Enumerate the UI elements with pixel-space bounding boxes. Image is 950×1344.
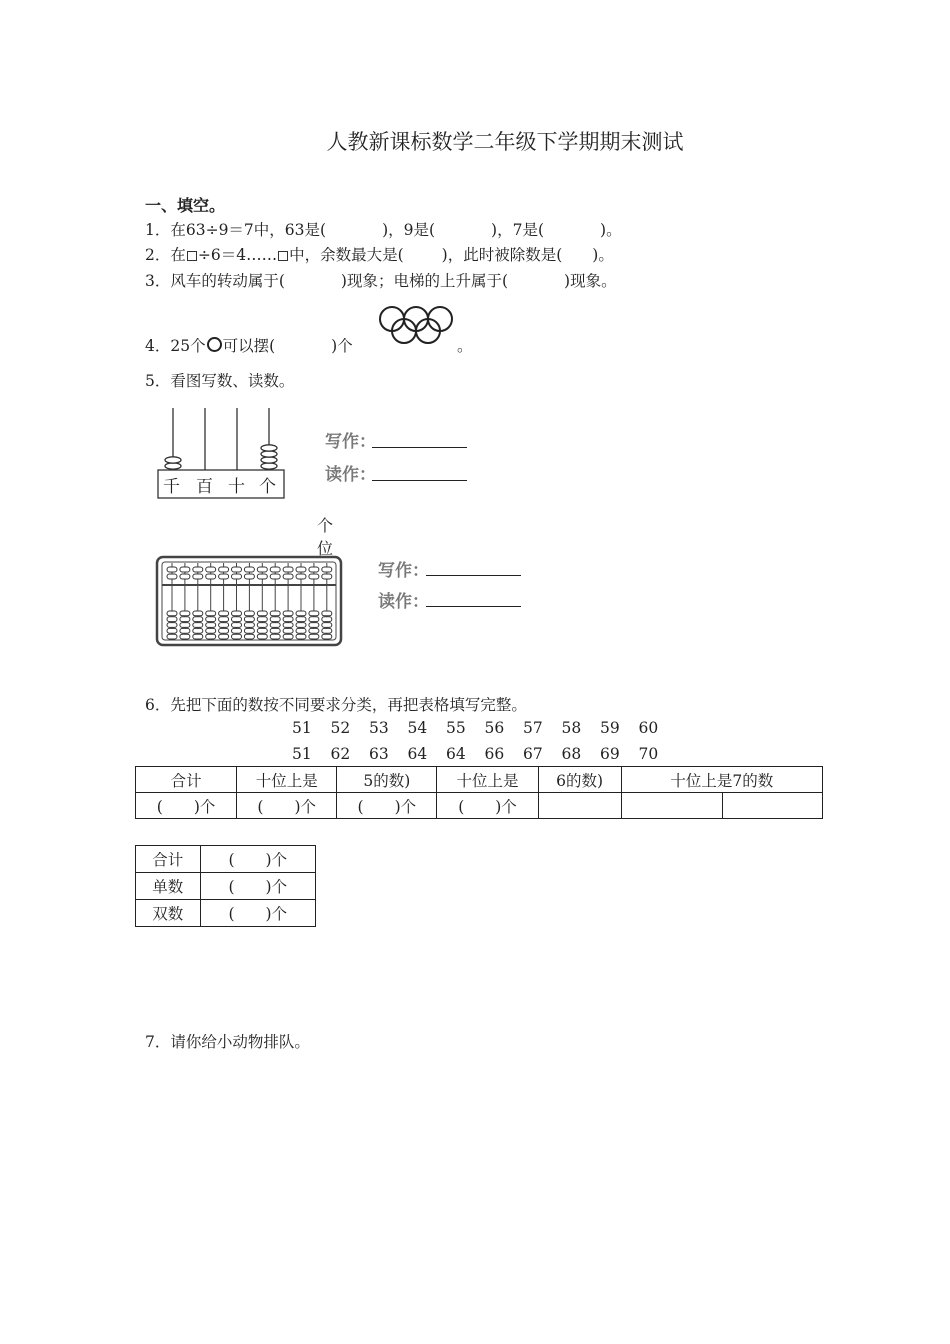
number-item: 70 (638, 745, 659, 763)
abacus-bead (193, 617, 203, 622)
q4-text-b: 可以摆( (222, 337, 276, 355)
abacus-bead (244, 574, 254, 579)
abacus-bead (206, 611, 216, 616)
number-item: 55 (446, 719, 466, 737)
table-header-cell: 十位上是 (437, 767, 538, 793)
number-item: 56 (484, 719, 505, 737)
abacus-bead (270, 574, 280, 579)
abacus-bead (257, 623, 267, 628)
answer-cell[interactable]: ( )个 (237, 793, 337, 819)
q4-period: 。 (457, 337, 473, 355)
table-header-cell: 6的数) (538, 767, 621, 793)
abacus-bead (296, 617, 306, 622)
abacus-bead (219, 567, 229, 572)
abacus-bead (296, 567, 306, 572)
q3-text-a: 3．风车的转动属于( (145, 272, 285, 290)
abacus-bead (180, 574, 190, 579)
number-item: 53 (369, 719, 389, 737)
row-label: 双数 (136, 900, 201, 927)
abacus-bead (206, 634, 216, 639)
abacus-bead (193, 574, 203, 579)
abacus-bead (167, 574, 177, 579)
answer-cell[interactable] (722, 793, 822, 819)
abacus-bead (296, 628, 306, 633)
abacus-bead (309, 634, 319, 639)
abacus1-read-line[interactable] (372, 480, 467, 481)
abacus-bead (244, 623, 254, 628)
abacus-bead (193, 611, 203, 616)
q2-text-a: 2．在 (145, 246, 186, 264)
abacus-bead (193, 567, 203, 572)
abacus-bead (270, 617, 280, 622)
abacus-bead (206, 567, 216, 572)
abacus-bead (180, 617, 190, 622)
number-item: 54 (407, 719, 428, 737)
q3-text-c: )现象。 (564, 272, 617, 290)
table-row (136, 873, 316, 900)
place-label-qian: 千 (163, 477, 180, 497)
ring-icon (207, 337, 222, 352)
abacus-bead (167, 617, 177, 622)
answer-cell[interactable]: ( )个 (136, 793, 237, 819)
abacus1-write-label: 写作： (325, 432, 376, 452)
question-1 (145, 218, 622, 240)
abacus-bead (232, 628, 242, 633)
q1-text-a: 1．在63÷9＝7中，63是( (145, 221, 327, 239)
abacus-bead (283, 574, 293, 579)
abacus-bead (309, 623, 319, 628)
number-item: 64 (407, 745, 428, 763)
number-item: 51 (292, 745, 312, 763)
number-item: 59 (600, 719, 620, 737)
page-title: 人教新课标数学二年级下学期期末测试 (326, 130, 684, 154)
q2-text-c: 中，余数最大是( (289, 246, 404, 264)
abacus-bead (257, 574, 267, 579)
abacus-bead (296, 611, 306, 616)
question-3 (145, 269, 617, 291)
abacus-bead (322, 617, 332, 622)
abacus-bead (180, 611, 190, 616)
abacus-bead (309, 567, 319, 572)
number-item: 67 (523, 745, 543, 763)
abacus-bead (283, 567, 293, 572)
number-item: 68 (561, 745, 582, 763)
abacus-bead (167, 623, 177, 628)
question-4 (145, 334, 353, 356)
abacus-bead (206, 623, 216, 628)
q2-text-e: )。 (592, 246, 614, 264)
answer-cell[interactable]: ( )个 (437, 793, 538, 819)
place-label-bai: 百 (196, 477, 213, 497)
abacus-bead (232, 574, 242, 579)
answer-cell[interactable]: ( )个 (200, 873, 315, 900)
q4-text-a: 4．25个 (145, 337, 206, 355)
abacus2-write-label: 写作： (378, 561, 429, 581)
number-item: 57 (523, 719, 543, 737)
odd-even-table (135, 845, 316, 927)
abacus-bead (232, 567, 242, 572)
abacus-bead (309, 574, 319, 579)
number-item: 64 (446, 745, 466, 763)
table-header-cell: 5的数) (337, 767, 437, 793)
abacus-bead (296, 623, 306, 628)
box-icon (278, 251, 288, 261)
answer-cell[interactable]: ( )个 (200, 846, 315, 873)
abacus-bead (322, 623, 332, 628)
abacus-bead (244, 611, 254, 616)
table-header-cell: 十位上是7的数 (621, 767, 822, 793)
number-item: 60 (638, 719, 659, 737)
abacus-bead (270, 634, 280, 639)
abacus2-read-label: 读作： (378, 592, 429, 612)
classification-table (135, 766, 823, 819)
abacus-bead (244, 567, 254, 572)
table-header-row (136, 767, 823, 793)
box-icon (187, 251, 197, 261)
olympic-rings-icon (375, 304, 457, 346)
answer-cell[interactable]: ( )个 (337, 793, 437, 819)
abacus-bead (309, 617, 319, 622)
number-item: 66 (484, 745, 505, 763)
abacus-bead (270, 628, 280, 633)
number-item: 52 (330, 719, 351, 737)
abacus-bead (270, 567, 280, 572)
abacus-bead (257, 617, 267, 622)
abacus-bead (283, 611, 293, 616)
q2-text-d: )，此时被除数是( (441, 246, 563, 264)
abacus2-read-line[interactable] (426, 606, 521, 607)
abacus-bead (283, 617, 293, 622)
row-label: 单数 (136, 873, 201, 900)
abacus-bead (167, 628, 177, 633)
ones-place-label-bottom: 位 (317, 539, 334, 558)
abacus-bead (283, 623, 293, 628)
answer-cell[interactable] (621, 793, 722, 819)
number-item: 62 (330, 745, 351, 763)
question-6: 6．先把下面的数按不同要求分类，再把表格填写完整。 (145, 696, 527, 714)
abacus-bead (180, 623, 190, 628)
place-label-ge: 个 (259, 477, 276, 497)
suanpan-abacus-diagram (155, 555, 345, 649)
abacus-bead (206, 628, 216, 633)
abacus-bead (206, 574, 216, 579)
number-item: 69 (600, 745, 620, 763)
abacus-bead (219, 611, 229, 616)
abacus-bead (322, 574, 332, 579)
abacus-bead (309, 611, 319, 616)
answer-cell[interactable] (538, 793, 621, 819)
table-row (136, 900, 316, 927)
abacus-bead (167, 567, 177, 572)
table-row (136, 793, 823, 819)
abacus-bead (296, 634, 306, 639)
question-5: 5．看图写数、读数。 (145, 372, 295, 390)
abacus-bead (296, 574, 306, 579)
table-header-cell: 合计 (136, 767, 237, 793)
table-header-cell: 十位上是 (237, 767, 337, 793)
q1-text-d: )。 (600, 221, 622, 239)
abacus-bead (232, 617, 242, 622)
q4-text-c: )个 (331, 337, 353, 355)
abacus-bead (219, 634, 229, 639)
abacus-bead (219, 623, 229, 628)
number-item: 58 (561, 719, 582, 737)
section-heading-fill-blank: 一、填空。 (145, 196, 226, 215)
abacus-bead (167, 611, 177, 616)
answer-cell[interactable]: ( )个 (200, 900, 315, 927)
abacus-bead (283, 634, 293, 639)
abacus-bead (219, 628, 229, 633)
ones-place-label-top: 个 (317, 516, 334, 535)
number-item: 51 (292, 719, 312, 737)
abacus-bead (180, 634, 190, 639)
q2-text-b: ÷6＝4…… (197, 246, 278, 264)
abacus2-write-line[interactable] (426, 575, 521, 576)
place-label-shi: 十 (228, 477, 245, 497)
abacus-bead (322, 628, 332, 633)
abacus-bead (180, 567, 190, 572)
number-item: 63 (369, 745, 389, 763)
abacus-bead (322, 611, 332, 616)
abacus-bead (167, 634, 177, 639)
question-2 (145, 243, 614, 265)
abacus-bead (206, 617, 216, 622)
abacus-bead (257, 634, 267, 639)
abacus1-write-line[interactable] (372, 447, 467, 448)
abacus-bead (193, 623, 203, 628)
q1-text-b: )，9是( (382, 221, 436, 239)
q1-text-c: )，7是( (491, 221, 545, 239)
abacus-bead (193, 634, 203, 639)
question-7: 7．请你给小动物排队。 (145, 1033, 310, 1051)
abacus-bead (244, 634, 254, 639)
abacus-bead (283, 628, 293, 633)
abacus-bead (322, 567, 332, 572)
abacus-bead (219, 574, 229, 579)
abacus-bead (244, 617, 254, 622)
abacus1-read-label: 读作： (325, 465, 376, 485)
abacus-bead (270, 623, 280, 628)
abacus-bead (257, 567, 267, 572)
abacus-bead (257, 628, 267, 633)
abacus-bead (309, 628, 319, 633)
abacus-bead (193, 628, 203, 633)
abacus-bead (244, 628, 254, 633)
row-label: 合计 (136, 846, 201, 873)
abacus-bead (232, 611, 242, 616)
abacus-bead (180, 628, 190, 633)
table-row (136, 846, 316, 873)
abacus-bead (257, 611, 267, 616)
abacus-bead (232, 634, 242, 639)
q3-text-b: )现象；电梯的上升属于( (340, 272, 509, 290)
abacus-bead (322, 634, 332, 639)
abacus-bead (270, 611, 280, 616)
abacus-bead (232, 623, 242, 628)
abacus-bead (219, 617, 229, 622)
